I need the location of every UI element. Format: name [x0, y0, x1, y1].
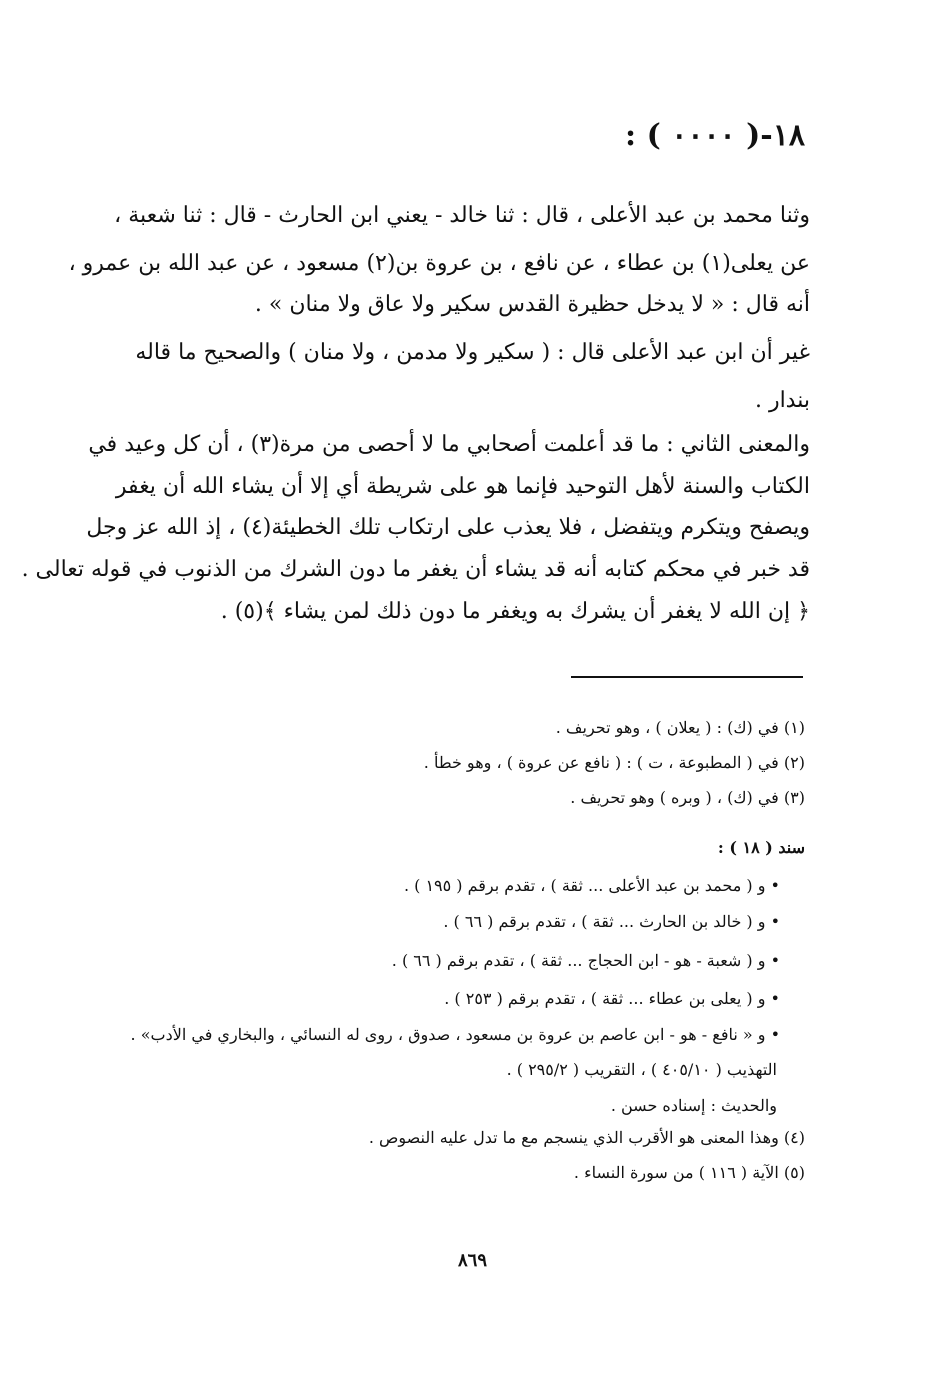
footnote: (٥) الآية ( ١١٦ ) من سورة النساء . [573, 1163, 805, 1182]
body-line: غير أن ابن عبد الأعلى قال : ( سكير ولا مدمن ، ولا منان ) والصحيح ما قاله [135, 340, 810, 365]
footnote-divider [571, 676, 803, 678]
body-line: قد خبر في محكم كتابه أنه قد يشاء أن يغفر ما دون الشرك من الذنوب في قوله تعالى . [21, 557, 810, 582]
footnote: (١) في (ك) : ( يعلان ) ، وهو تحريف . [555, 718, 805, 737]
sanad-item: • و « نافع - هو - ابن عاصم بن عروة بن مسعود ، صدوق ، روى له النسائي ، والبخاري في الأدب» . [130, 1025, 780, 1044]
sanad-item: والحديث : إسناده حسن . [610, 1096, 777, 1115]
sanad-item: • و ( يعلى بن عطاء ... ثقة ) ، تقدم برقم ( ٢٥٣ ) . [444, 989, 780, 1008]
footnote: (٣) في (ك) ، ( وبره ) وهو تحريف . [570, 788, 805, 807]
page-number: ٨٦٩ [457, 1250, 487, 1271]
body-line: الكتاب والسنة لأهل التوحيد فإنما هو على شريطة أي إلا أن يشاء الله أن يغفر [115, 474, 810, 499]
sanad-item: • و ( خالد بن الحارث ... ثقة ) ، تقدم برقم ( ٦٦ ) . [443, 912, 780, 931]
sanad-item: • و ( شعبة - هو - ابن الحجاج ... ثقة ) ، تقدم برقم ( ٦٦ ) . [391, 951, 780, 970]
body-line: وثنا محمد بن عبد الأعلى ، قال : ثنا خالد - يعني ابن الحارث - قال : ثنا شعبة ، [114, 203, 810, 228]
body-line: والمعنى الثاني : ما قد أعلمت أصحابي ما لا أحصى من مرة(٣) ، أن كل وعيد في [88, 432, 810, 457]
body-line: ويصفح ويتكرم ويتفضل ، فلا يعذب على ارتكاب تلك الخطيئة(٤) ، إذ الله عز وجل [86, 515, 810, 540]
body-line: عن يعلى(١) بن عطاء ، عن نافع ، بن عروة بن(٢) مسعود ، عن عبد الله بن عمرو ، [68, 251, 810, 276]
sanad-title: سند ( ١٨ ) : [717, 838, 805, 857]
body-line: أنه قال : « لا يدخل حظيرة القدس سكير ولا عاق ولا منان » . [254, 292, 810, 317]
quranic-verse-line: ﴿ إن الله لا يغفر أن يشرك به ويغفر ما دون ذلك لمن يشاء ﴾(٥) . [220, 599, 810, 624]
section-heading: ١٨-( ٠٠٠٠ ) : [625, 118, 805, 153]
footnote: (٤) وهذا المعنى هو الأقرب الذي ينسجم مع ما تدل عليه النصوص . [368, 1128, 805, 1147]
sanad-item: • و ( محمد بن عبد الأعلى ... ثقة ) ، تقدم برقم ( ١٩٥ ) . [403, 876, 780, 895]
footnote: (٢) في ( المطبوعة ، ت ) : ( نافع عن عروة ) ، وهو خطأ . [423, 753, 805, 772]
body-line: بندار . [754, 388, 810, 413]
sanad-item: التهذيب ( ٤٠٥/١٠ ) ، التقريب ( ٢٩٥/٢ ) . [506, 1060, 777, 1079]
